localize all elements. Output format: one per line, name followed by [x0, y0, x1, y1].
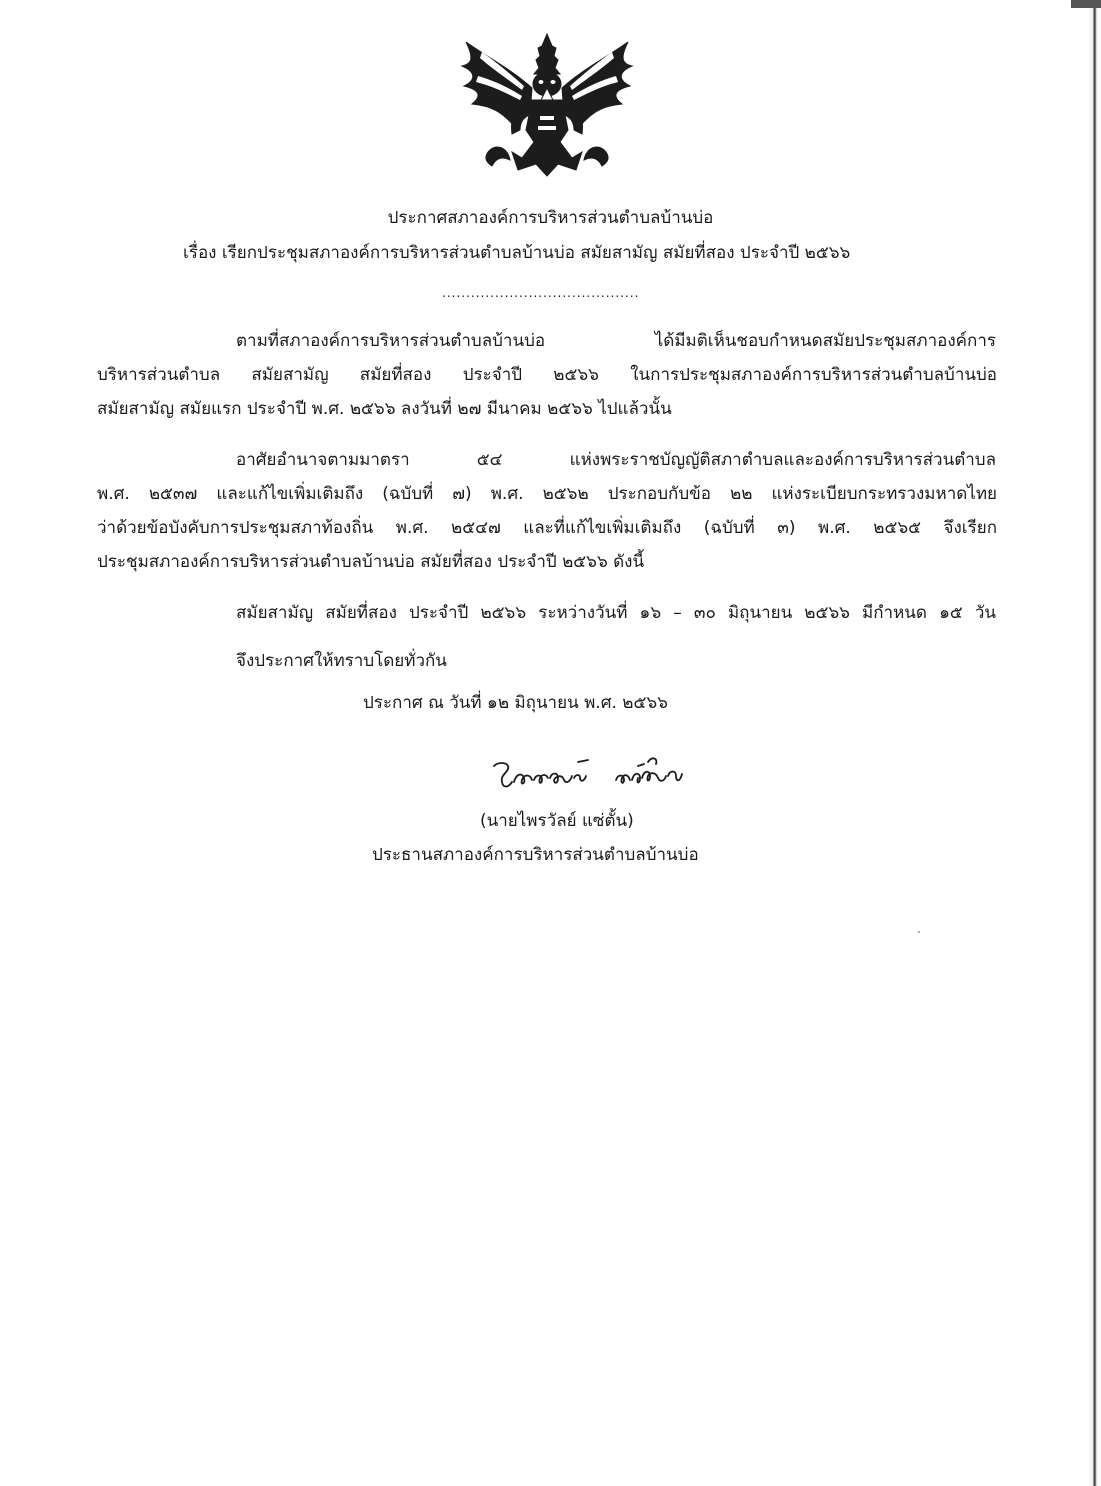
announcement-date: ประกาศ ณ วันที่ ๑๒ มิถุนายน พ.ศ. ๒๕๖๖ — [363, 693, 668, 713]
paragraph1-line1 — [236, 329, 996, 353]
paragraph1-line3: สมัยสามัญ สมัยแรก ประจำปี พ.ศ. ๒๕๖๖ ลงวันที่ ๒๗ มีนาคม ๒๕๖๖ ไปแล้วนั้น — [97, 399, 672, 419]
session-period-text: สมัยสามัญ สมัยที่สอง ประจำปี ๒๕๖๖ ระหว่างวันที่ ๑๖ – ๓๐ มิถุนายน ๒๕๖๖ มีกำหนด ๑๕ วัน — [236, 603, 996, 623]
page-corner-mark — [1071, 0, 1101, 8]
handwritten-signature — [488, 752, 698, 800]
garuda-emblem-icon — [452, 30, 642, 180]
paragraph1-line2-text: บริหารส่วนตำบล สมัยสามัญ สมัยที่สอง ประจำปี ๒๕๖๖ ในการประชุมสภาองค์การบริหารส่วนตำบลบ้านบ่อ — [97, 365, 997, 385]
paragraph2-line2-text: พ.ศ. ๒๕๓๗ และแก้ไขเพิ่มเติมถึง (ฉบับที่ ๗) พ.ศ. ๒๕๖๒ ประกอบกับข้อ ๒๒ แห่งระเบียบกระทรวงมหาดไทย — [97, 484, 997, 504]
announcement-title: ประกาศสภาองค์การบริหารส่วนตำบลบ้านบ่อ — [387, 208, 714, 228]
paragraph2-line1-text: อาศัยอำนาจตามมาตรา ๕๔ แห่งพระราชบัญญัติสภาตำบลและองค์การบริหารส่วนตำบล — [236, 450, 996, 470]
announcement-subject: เรื่อง เรียกประชุมสภาองค์การบริหารส่วนตำบลบ้านบ่อ สมัยสามัญ สมัยที่สอง ประจำปี ๒๕๖๖ — [183, 243, 851, 263]
paragraph2-line3 — [97, 516, 997, 540]
scan-speck — [918, 931, 920, 933]
paragraph2-line1 — [236, 448, 996, 472]
paragraph2-line4: ประชุมสภาองค์การบริหารส่วนตำบลบ้านบ่อ สมัยที่สอง ประจำปี ๒๕๖๖ ดังนี้ — [97, 552, 645, 572]
paragraph1-line1-text: ตามที่สภาองค์การบริหารส่วนตำบลบ้านบ่อ ได้มีมติเห็นชอบกำหนดสมัยประชุมสภาองค์การ — [236, 331, 996, 351]
session-period — [236, 601, 996, 625]
closing-statement: จึงประกาศให้ทราบโดยทั่วกัน — [236, 651, 447, 671]
paragraph2-line3-text: ว่าด้วยข้อบังคับการประชุมสภาท้องถิ่น พ.ศ. ๒๕๔๗ และที่แก้ไขเพิ่มเติมถึง (ฉบับที่ ๓) พ.ศ. ๒๕๖๕ จึงเรียก — [97, 518, 997, 538]
paragraph2-line2 — [97, 482, 997, 506]
paragraph1-line2 — [97, 363, 997, 387]
signatory-name: (นายไพรวัลย์ แซ่ตั้น) — [480, 811, 634, 831]
signatory-position: ประธานสภาองค์การบริหารส่วนตำบลบ้านบ่อ — [372, 845, 699, 865]
separator-dots: ......................................... — [442, 286, 640, 300]
